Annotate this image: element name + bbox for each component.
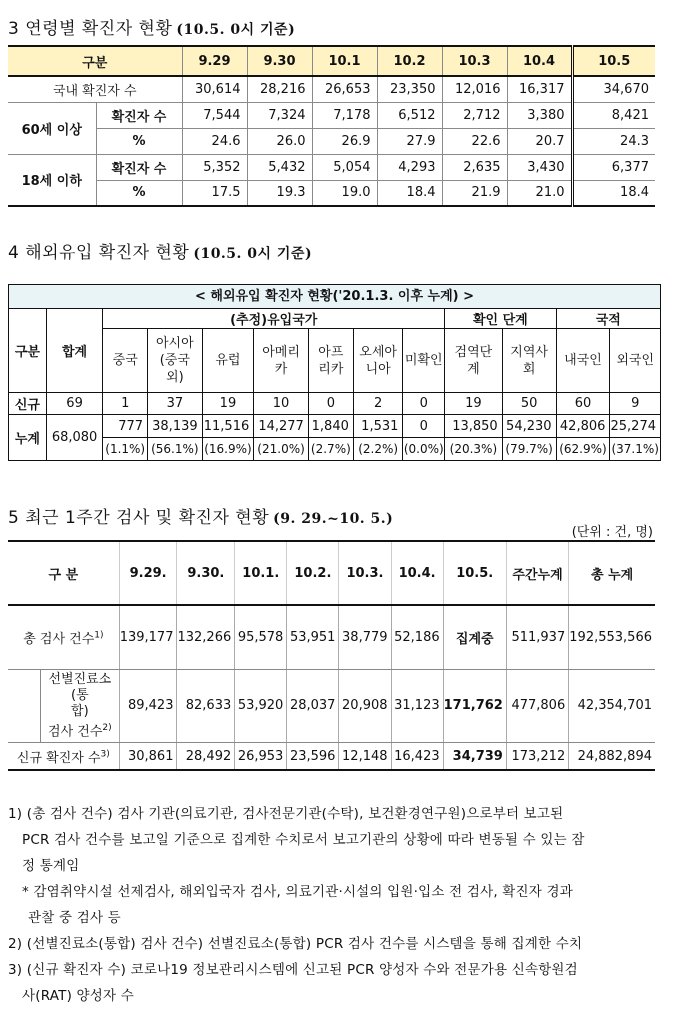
cell: 19 [445,393,503,415]
cell: 42,354,701 [569,669,655,742]
row-label: % [96,180,182,206]
row-label: 국내 확진자 수 [8,76,182,102]
header-date: 10.2 [377,46,442,76]
cell: 25,274 [610,415,661,438]
cell-pct: (20.3%) [445,438,503,461]
cell-pct: (62.9%) [556,438,610,461]
cell: 42,806 [556,415,610,438]
table-row [8,102,655,128]
table-row [8,154,655,180]
cell: 집계중 [443,605,506,669]
cell: 23,596 [287,742,339,770]
h-confirm-label: 지역사 회 [510,344,548,377]
header-col: 주간누계 [506,541,568,605]
cell: 21.0 [507,180,572,206]
cell: 50 [502,393,556,415]
h-confirm [445,329,503,393]
cell: 2,635 [442,154,507,180]
row-label: 누계 [9,415,47,461]
cell: 16,423 [391,742,443,770]
cell: 68,080 [46,415,103,461]
cell: 477,806 [506,669,568,742]
cell: 20.7 [507,128,572,154]
h-country-label: 아시아 (중국 외) [156,336,194,385]
cell: 173,212 [506,742,568,770]
header-col: 10.1. [235,541,287,605]
row-label [8,742,119,770]
footnote-2: 2) (선별진료소(통합) 검사 건수) 선별진료소(통합) PCR 검사 건수를 시스템을 통해 집계한 수치 [8,936,583,952]
h-country-label: 중국 [112,353,138,368]
cell: 17.5 [182,180,247,206]
cell: 38,139 [148,415,203,438]
cell: 2 [353,393,403,415]
h-country-label: 아메리 카 [262,344,300,377]
cell: 26.0 [247,128,312,154]
cell-pct: (79.7%) [502,438,556,461]
cell-pct: (2.7%) [308,438,353,461]
imported-cases-table [8,308,661,461]
cell: 95,578 [235,605,287,669]
cell: 0 [403,393,445,415]
cell: 2,712 [442,102,507,128]
cell: 7,324 [247,102,312,128]
cell-pct: (21.0%) [254,438,309,461]
cell: 3,380 [507,102,572,128]
header-col: 10.2. [287,541,339,605]
cell: 171,762 [443,669,506,742]
cell: 0 [403,415,445,438]
section1-title [8,14,295,39]
h-nation-label: 외국인 [616,353,655,368]
header-label: 구 분 [8,541,119,605]
section2-title [8,238,312,263]
header-col: 총 누계 [569,541,655,605]
section3-title [8,503,393,528]
h-country-label: 아프 리카 [318,344,344,377]
table-row [9,393,661,415]
cell: 4,293 [377,154,442,180]
cell: 8,421 [572,102,655,128]
table-header-row [8,46,655,76]
cell: 30,614 [182,76,247,102]
cell: 53,920 [235,669,287,742]
h-country-label: 오세아 니아 [359,344,397,377]
footnote-1-line: PCR 검사 건수를 보고일 기준으로 집계한 수치로서 보고기관의 상황에 따라 변동될 수 있는 잠 [22,832,585,848]
cell: 26,653 [312,76,377,102]
section3-title-text: 5 최근 1주간 검사 및 확진자 현황 [8,508,270,528]
section1-title-text: 3 연령별 확진자 현황 [8,19,173,39]
header-date: 9.30 [247,46,312,76]
h-confirm-group: 확인 단계 [445,309,556,329]
cell: 20,908 [339,669,391,742]
cell: 53,951 [287,605,339,669]
header-date: 10.5 [572,46,655,76]
cell: 16,317 [507,76,572,102]
header-col: 10.3. [339,541,391,605]
cell: 192,553,566 [569,605,655,669]
cell: 22.6 [442,128,507,154]
cell: 89,423 [119,669,177,742]
row-label [8,669,119,742]
group-label: 18세 이하 [8,154,96,206]
row-label: 확진자 수 [96,154,182,180]
cell: 14,277 [254,415,309,438]
cell: 26,953 [235,742,287,770]
header-col: 10.4. [391,541,443,605]
cell: 1,531 [353,415,403,438]
table-row [8,180,655,206]
row-label-line: 검사 건수 [48,723,103,739]
cell: 5,352 [182,154,247,180]
cell: 24.6 [182,128,247,154]
cell: 19.3 [247,180,312,206]
cell: 139,177 [119,605,177,669]
table-row [8,76,655,102]
cell: 12,016 [442,76,507,102]
cell: 19 [202,393,254,415]
cell: 132,266 [177,605,235,669]
imported-cases-caption: < 해외유입 확진자 현황('20.1.3. 이후 누계) > [8,284,661,308]
header-date: 10.1 [312,46,377,76]
cell: 18.4 [572,180,655,206]
cell: 10 [254,393,309,415]
cell: 28,037 [287,669,339,742]
footnote-3-line: 3) (신규 확진자 수) 코로나19 정보관리시스템에 신고된 PCR 양성자 수와 전문가용 신속항원검 [8,962,578,978]
cell: 5,054 [312,154,377,180]
row-label: % [96,128,182,154]
cell: 5,432 [247,154,312,180]
header-label: 구분 [8,46,182,76]
table-row [9,438,661,461]
h-nation-label: 내국인 [564,353,602,368]
header-date: 9.29 [182,46,247,76]
cell: 54,230 [502,415,556,438]
header-date: 10.4 [507,46,572,76]
h-nation-group: 국적 [556,309,660,329]
section2-title-suffix: (10.5. 0시 기준) [193,246,313,262]
cell-pct: (16.9%) [202,438,254,461]
cell: 38,779 [339,605,391,669]
section1-title-suffix: (10.5. 0시 기준) [176,22,296,38]
cell-pct: (2.2%) [353,438,403,461]
cell-pct: (37.1%) [610,438,661,461]
cell: 12,148 [339,742,391,770]
cell: 28,492 [177,742,235,770]
cell: 30,861 [119,742,177,770]
h-confirm [502,329,556,393]
cell: 37 [148,393,203,415]
table-row [8,605,655,669]
h-nation [556,329,610,393]
footnote-ref: 3) [100,749,110,760]
cell: 9 [610,393,661,415]
cell: 7,544 [182,102,247,128]
h-country [103,329,148,393]
cell: 6,512 [377,102,442,128]
row-label-text: 총 검사 건수 [23,631,95,647]
cell: 1 [103,393,148,415]
table-row [8,128,655,154]
cell: 511,937 [506,605,568,669]
cell: 60 [556,393,610,415]
cell-pct: (1.1%) [103,438,148,461]
cell-pct: (0.0%) [403,438,445,461]
h-country [353,329,403,393]
weekly-tests-table [8,540,655,771]
h-country [308,329,353,393]
footnote-1-sub: 관찰 중 검사 등 [28,910,121,926]
cell: 13,850 [445,415,503,438]
cell: 6,377 [572,154,655,180]
footnote-ref: 2) [102,722,112,733]
cell: 23,350 [377,76,442,102]
header-row-2 [9,329,661,393]
cell: 82,633 [177,669,235,742]
h-country [403,329,445,393]
footnotes [8,801,658,1009]
footnote-1-line: 정 통계임 [22,858,80,874]
cell: 7,178 [312,102,377,128]
h-country [148,329,203,393]
h-nation [610,329,661,393]
h-country-group: (추정)유입국가 [103,309,445,329]
cell: 21.9 [442,180,507,206]
h-group: 구분 [9,309,47,393]
table-header-row [8,541,655,605]
section2-title-text: 4 해외유입 확진자 현황 [8,243,190,263]
table-row [9,415,661,438]
table-row [8,669,655,742]
h-country [254,329,309,393]
footnote-3-line: 사(RAT) 양성자 수 [22,988,134,1004]
age-group-table [8,45,655,207]
cell: 1,840 [308,415,353,438]
h-total: 합계 [46,309,103,393]
row-label-line: 선별진료소(통 [48,671,112,703]
section3-title-suffix: (9. 29.~10. 5.) [273,511,394,527]
cell: 24.3 [572,128,655,154]
cell: 777 [103,415,148,438]
cell: 18.4 [377,180,442,206]
group-label: 60세 이상 [8,102,96,154]
cell: 24,882,894 [569,742,655,770]
row-label: 확진자 수 [96,102,182,128]
cell: 52,186 [391,605,443,669]
h-country [202,329,254,393]
header-col: 9.29. [119,541,177,605]
row-label [8,605,119,669]
footnote-ref: 1) [94,630,104,641]
cell: 11,516 [202,415,254,438]
header-date: 10.3 [442,46,507,76]
footnote-1-line: 1) (총 검사 건수) 검사 기관(의료기관, 검사전문기관(수탁), 보건환경연구원)으로부터 보고된 [8,806,564,822]
row-label-text: 신규 확진자 수 [16,750,101,766]
cell: 27.9 [377,128,442,154]
header-col: 9.30. [177,541,235,605]
row-label: 신규 [9,393,47,415]
cell-pct: (56.1%) [148,438,203,461]
cell: 0 [308,393,353,415]
header-row-1 [9,309,661,329]
table-row [8,742,655,770]
cell: 34,670 [572,76,655,102]
footnote-1-sub: * 감염취약시설 선제검사, 해외입국자 검사, 의료기관·시설의 입원·입소 전 검사, 확진자 경과 [22,884,573,900]
row-label-line: 합) [71,703,89,719]
unit-label: (단위 : 건, 명) [571,525,653,540]
header-col: 10.5. [443,541,506,605]
cell: 69 [46,393,103,415]
h-country-label: 미확인 [404,353,443,368]
h-country-label: 유럽 [215,353,241,368]
cell: 3,430 [507,154,572,180]
cell: 26.9 [312,128,377,154]
cell: 31,123 [391,669,443,742]
cell: 19.0 [312,180,377,206]
h-confirm-label: 검역단 계 [454,344,493,377]
cell: 28,216 [247,76,312,102]
cell: 34,739 [443,742,506,770]
